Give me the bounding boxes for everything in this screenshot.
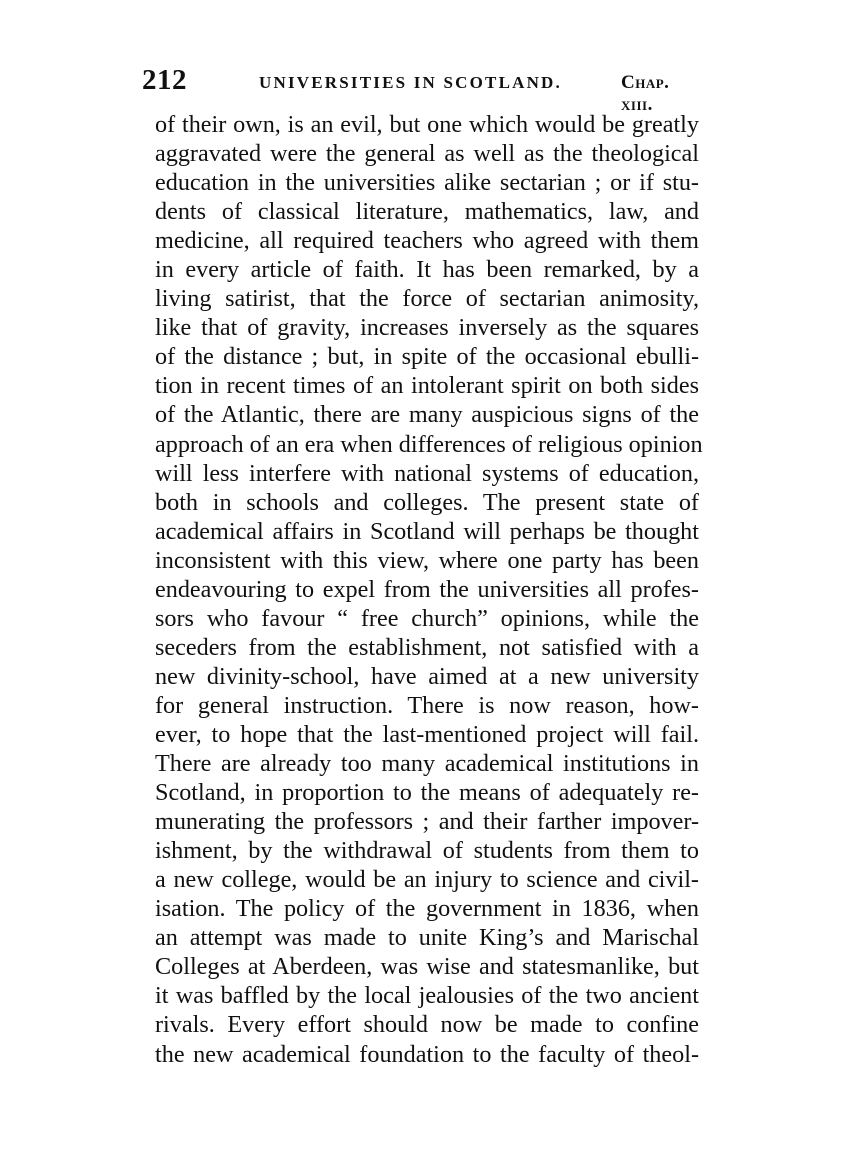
chapter-reference: Chap. xiii. bbox=[621, 72, 670, 115]
text-line: academical affairs in Scotland will perhaps be thought bbox=[155, 517, 699, 545]
text-line: There are already too many academical institutions in bbox=[155, 750, 699, 778]
page-number: 212 bbox=[142, 64, 187, 96]
text-line: inconsistent with this view, where one party has been bbox=[155, 546, 699, 574]
text-line: Scotland, in proportion to the means of adequately re- bbox=[155, 779, 699, 807]
running-title: UNIVERSITIES IN SCOTLAND. bbox=[259, 73, 562, 92]
text-line: new divinity-school, have aimed at a new university bbox=[155, 662, 699, 690]
text-line: an attempt was made to unite King’s and Marischal bbox=[155, 924, 699, 952]
text-line: both in schools and colleges. The present state of bbox=[155, 488, 699, 516]
text-line: of their own, is an evil, but one which would be greatly bbox=[155, 111, 699, 138]
text-line: in every article of faith. It has been remarked, by a bbox=[155, 256, 699, 284]
text-line: rivals. Every effort should now be made to confine bbox=[155, 1011, 699, 1039]
text-line: aggravated were the general as well as the theological bbox=[155, 140, 699, 168]
text-line: like that of gravity, increases inversely as the squares bbox=[155, 314, 699, 342]
text-line: munerating the professors ; and their farther impover- bbox=[155, 808, 699, 836]
text-line: tion in recent times of an intolerant spirit on both sides bbox=[155, 372, 699, 400]
body-text bbox=[155, 110, 703, 1069]
text-line: it was baffled by the local jealousies of the two ancient bbox=[155, 982, 699, 1010]
text-line: seceders from the establishment, not satisfied with a bbox=[155, 633, 699, 661]
text-line: approach of an era when differences of religious opinion bbox=[155, 430, 703, 458]
text-line: of the distance ; but, in spite of the occasional ebulli- bbox=[155, 343, 699, 371]
text-line: education in the universities alike sectarian ; or if stu- bbox=[155, 169, 699, 197]
text-line: ishment, by the withdrawal of students from them to bbox=[155, 837, 699, 865]
text-line: Colleges at Aberdeen, was wise and statesmanlike, but bbox=[155, 953, 699, 981]
text-line: the new academical foundation to the faculty of theol- bbox=[155, 1040, 699, 1068]
text-line: will less interfere with national systems of education, bbox=[155, 459, 699, 487]
text-line: ever, to hope that the last-mentioned project will fail. bbox=[155, 720, 699, 748]
text-line: medicine, all required teachers who agreed with them bbox=[155, 227, 699, 255]
text-line: dents of classical literature, mathematics, law, and bbox=[155, 198, 699, 226]
text-line: for general instruction. There is now reason, how- bbox=[155, 691, 699, 719]
text-line: isation. The policy of the government in 1836, when bbox=[155, 895, 699, 923]
text-line: of the Atlantic, there are many auspicious signs of the bbox=[155, 401, 699, 429]
text-line: endeavouring to expel from the universities all profes- bbox=[155, 575, 699, 603]
text-line: living satirist, that the force of sectarian animosity, bbox=[155, 285, 699, 313]
running-head bbox=[142, 64, 702, 115]
text-line: a new college, would be an injury to science and civil- bbox=[155, 866, 699, 894]
text-line: sors who favour “ free church” opinions, while the bbox=[155, 604, 699, 632]
